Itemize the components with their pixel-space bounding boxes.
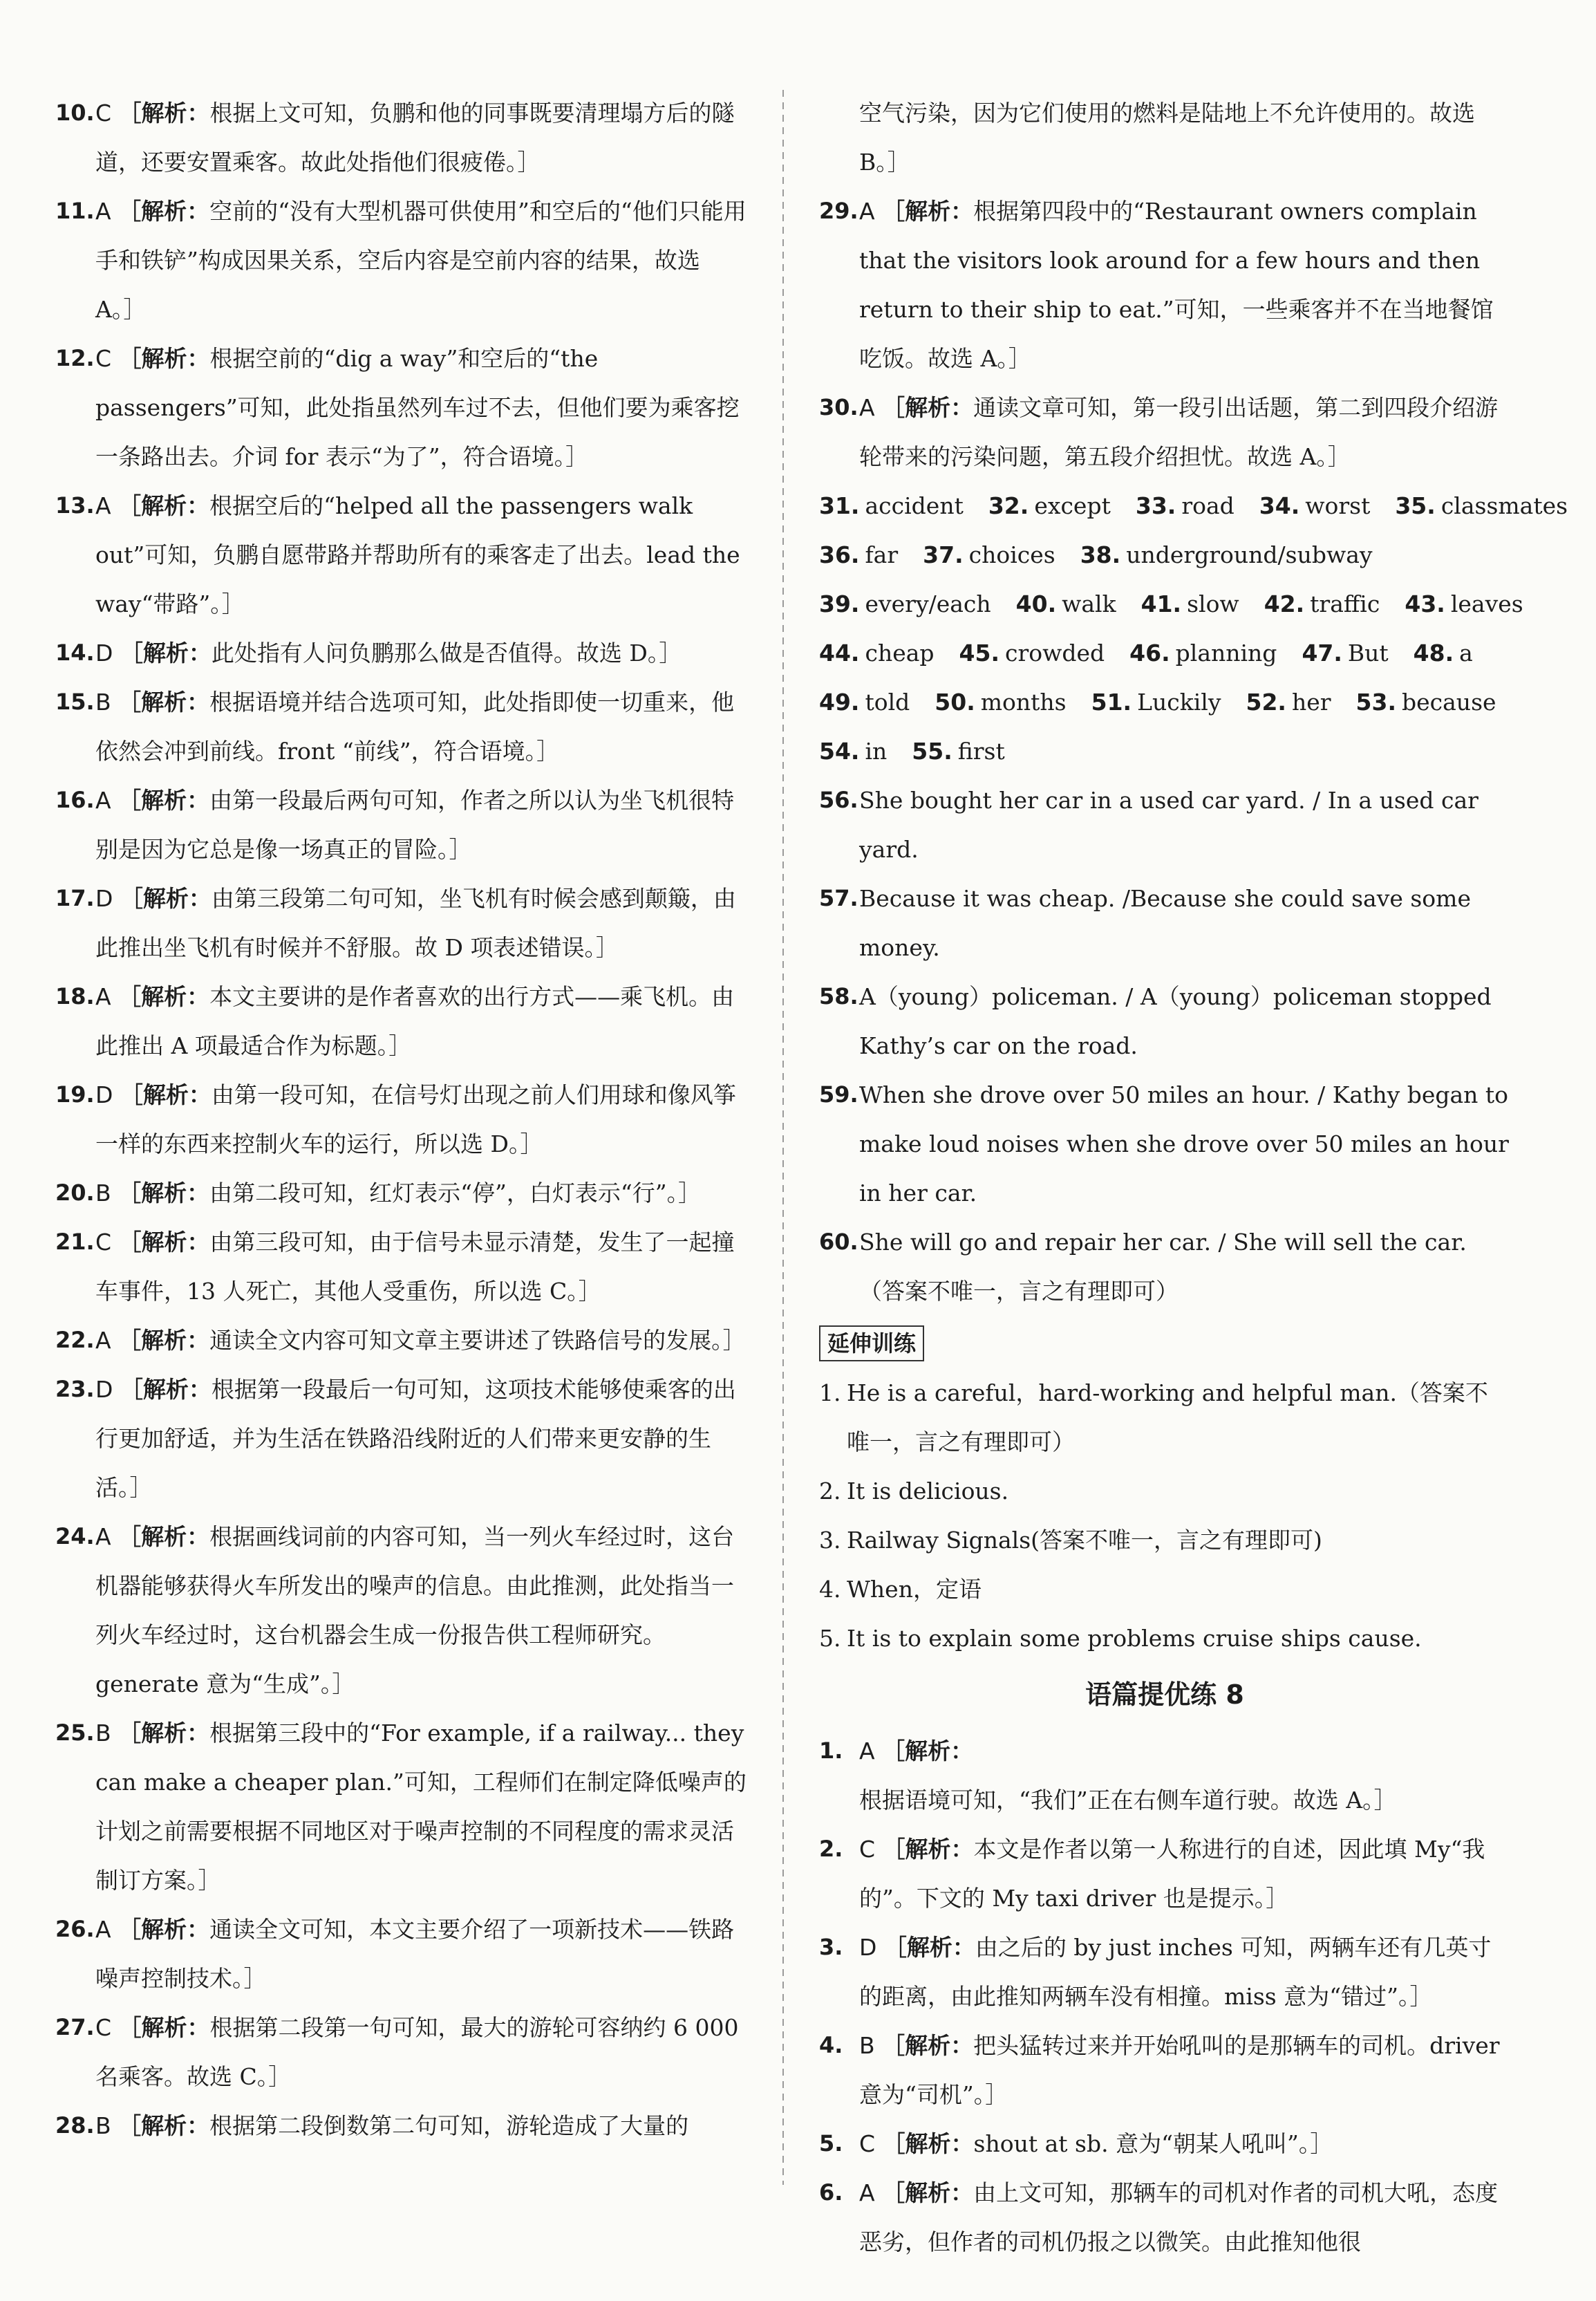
- entry-answer: A: [95, 198, 111, 225]
- continuation-entry: [819, 88, 1510, 187]
- fill-answer: [819, 481, 964, 530]
- entry-answer: B: [95, 689, 111, 716]
- entry-number: 23.: [55, 1376, 95, 1402]
- fill-answer: [1414, 628, 1473, 678]
- entry-number: 22.: [55, 1327, 95, 1353]
- analysis-label: ［解析：: [118, 1229, 210, 1256]
- extension-text: It is to explain some problems cruise ships cause.: [847, 1625, 1422, 1652]
- fill-answer-number: 31.: [819, 492, 860, 519]
- fill-answer-number: 38.: [1080, 541, 1121, 568]
- extension-number: 4.: [819, 1576, 841, 1603]
- extension-item: [819, 1368, 1510, 1466]
- extension-list: [819, 1368, 1510, 1663]
- analysis-label: ［解析：: [882, 1836, 974, 1863]
- answer-entry: [55, 2003, 747, 2101]
- entry-explanation: 由第三段第二句可知，坐飞机有时候会感到颠簸，由此推出坐飞机有时候并不舒服。故 D 项表述错误。］: [95, 885, 736, 961]
- answer-entry: [55, 972, 747, 1070]
- answer-entry: [55, 334, 747, 481]
- entry-number: 24.: [55, 1523, 95, 1549]
- entry-answer: A: [859, 2179, 875, 2206]
- entry-answer: C: [859, 2130, 876, 2157]
- entry-explanation: 根据语境可知，“我们”正在右侧车道行驶。故选 A。］: [859, 1787, 1397, 1814]
- fill-answer: [1141, 579, 1239, 628]
- analysis-label: ［解析：: [118, 2112, 210, 2139]
- entry-explanation: 把头猛转过来并开始吼叫的是那辆车的司机。driver 意为“司机”。］: [859, 2032, 1500, 2108]
- analysis-label: ［解析：: [118, 100, 210, 127]
- fill-answer-word: because: [1402, 689, 1496, 716]
- entry-answer: B: [95, 1180, 111, 1207]
- answer-entry: [819, 1923, 1510, 2021]
- fill-in-answers: [819, 481, 1568, 776]
- entry-explanation: 根据第四段中的“Restaurant owners complain that the visitors look around for a few hours and then return to their ship to eat.”可知，一些乘客并不在当地餐馆吃饭。故选 A。］: [859, 198, 1494, 372]
- analysis-label: ［解析：: [120, 1376, 212, 1403]
- entry-explanation: 根据画线词前的内容可知，当一列火车经过时，这台机器能够获得火车所发出的噪声的信息。由此推测，此处指当一列火车经过时，这台机器会生成一份报告供工程师研究。generate 意为“生成”。］: [95, 1523, 735, 1697]
- short-answer-entry: [819, 1218, 1510, 1316]
- entry-explanation: 根据第二段第一句可知，最大的游轮可容纳约 6 000 名乘客。故选 C。］: [95, 2014, 739, 2090]
- entry-number: 2.: [819, 1836, 843, 1862]
- fill-answer-word: slow: [1187, 590, 1239, 617]
- entry-answer: B: [95, 2112, 111, 2139]
- entry-answer: A: [859, 394, 875, 421]
- entry-explanation: 通读文章可知，第一段引出话题，第二到四段介绍游轮带来的污染问题，第五段介绍担忧。故选 A。］: [859, 394, 1499, 470]
- entry-number: 18.: [55, 983, 95, 1009]
- analysis-label: ［解析：: [118, 345, 210, 372]
- fill-answer-word: worst: [1305, 492, 1371, 519]
- fill-answer-number: 55.: [912, 738, 952, 765]
- entry-explanation: 根据空前的“dig a way”和空后的“the passengers”可知，此处指虽然列车过不去，但他们要为乘客挖一条路出去。介词 for 表示“为了”，符合语境。］: [95, 345, 740, 470]
- entry-explanation: 通读全文可知，本文主要介绍了一项新技术——铁路噪声控制技术。］: [95, 1916, 735, 1992]
- analysis-label: ［解析：: [118, 2014, 210, 2041]
- short-answer-text: She bought her car in a used car yard. / In a used car yard.: [859, 787, 1478, 863]
- extension-number: 2.: [819, 1478, 841, 1504]
- entry-number: 6.: [819, 2179, 843, 2206]
- analysis-label: ［解析：: [882, 1738, 974, 1764]
- answer-entry: [55, 2101, 747, 2150]
- analysis-label: ［解析：: [118, 198, 210, 225]
- short-answer-entry: [819, 972, 1510, 1070]
- entry-explanation: 本文是作者以第一人称进行的自述，因此填 My“我的”。下文的 My taxi driver 也是提示。］: [859, 1836, 1485, 1912]
- fill-answer: [1080, 530, 1373, 579]
- fill-answer: [1091, 678, 1221, 727]
- fill-answer: [1395, 481, 1568, 530]
- fill-answer: [1246, 678, 1331, 727]
- fill-answer-word: far: [865, 541, 899, 568]
- analysis-label: ［解析：: [882, 198, 974, 225]
- fill-answer-row: [819, 678, 1510, 727]
- analysis-label: ［解析：: [882, 394, 974, 421]
- fill-answer-word: accident: [865, 492, 964, 519]
- fill-answer-row: [819, 727, 1510, 776]
- entry-answer: D: [95, 885, 113, 912]
- entry-number: 13.: [55, 492, 95, 519]
- fill-answer-word: Luckily: [1137, 689, 1221, 716]
- fill-answer: [819, 530, 898, 579]
- entry-explanation: 根据语境并结合选项可知，此处指即使一切重来，他依然会冲到前线。front “前线”，符合语境。］: [95, 689, 735, 765]
- fill-answer-number: 35.: [1395, 492, 1436, 519]
- fill-answer-number: 51.: [1091, 689, 1132, 716]
- entry-explanation: 空前的“没有大型机器可供使用”和空后的“他们只能用手和铁铲”构成因果关系，空后内容是空前内容的结果，故选 A。］: [95, 198, 747, 323]
- fill-answer-number: 45.: [959, 640, 1000, 667]
- entry-explanation: 由第一段可知，在信号灯出现之前人们用球和像风筝一样的东西来控制火车的运行，所以选 D。］: [95, 1081, 736, 1157]
- entry-explanation: 通读全文内容可知文章主要讲述了铁路信号的发展。］: [209, 1327, 746, 1354]
- fill-answer-word: in: [865, 738, 888, 765]
- extension-text: He is a careful，hard-working and helpful man.（答案不唯一，言之有理即可）: [847, 1379, 1488, 1455]
- fill-answer-word: except: [1034, 492, 1111, 519]
- fill-answer-word: every/each: [865, 590, 991, 617]
- entry-explanation: 根据空后的“helped all the passengers walk out”可知，负鹏自愿带路并帮助所有的乘客走了出去。lead the way“带路”。］: [95, 492, 740, 617]
- entry-number: 17.: [55, 885, 95, 911]
- fill-answer-number: 40.: [1015, 590, 1057, 617]
- analysis-label: ［解析：: [118, 787, 210, 814]
- entry-answer: A: [859, 1738, 875, 1764]
- fill-answer: [1405, 579, 1523, 628]
- fill-answer-number: 52.: [1246, 689, 1286, 716]
- analysis-label: ［解析：: [120, 640, 212, 667]
- entry-number: 27.: [55, 2014, 95, 2040]
- fill-answer: [923, 530, 1055, 579]
- fill-answer-word: planning: [1175, 640, 1277, 667]
- answer-entry: [55, 1708, 747, 1905]
- fill-answer-number: 48.: [1413, 640, 1454, 667]
- analysis-label: ［解析：: [118, 689, 210, 716]
- answer-entry: [55, 1365, 747, 1512]
- entry-explanation: 此处指有人问负鹏那么做是否值得。故选 D。］: [211, 640, 682, 667]
- short-answer-list: [819, 776, 1510, 1316]
- fill-answer: [988, 481, 1111, 530]
- extension-item: [819, 1466, 1510, 1516]
- answer-entry: [819, 1825, 1510, 1923]
- extension-item: [819, 1565, 1510, 1614]
- analysis-label: ［解析：: [118, 1720, 210, 1746]
- entry-number: 1.: [819, 1738, 843, 1764]
- answer-entry: [55, 1512, 747, 1708]
- right-entry-list: [819, 187, 1510, 481]
- entry-number: 56.: [819, 787, 858, 813]
- fill-answer-word: leaves: [1450, 590, 1523, 617]
- entry-answer: C: [95, 345, 112, 372]
- entry-explanation: 根据第一段最后一句可知，这项技术能够使乘客的出行更加舒适，并为生活在铁路沿线附近的人们带来更安静的生活。］: [95, 1376, 736, 1501]
- answer-entry: [55, 187, 747, 334]
- fill-answer: [819, 579, 991, 628]
- entry-answer: D: [95, 640, 113, 667]
- entry-answer: C: [95, 100, 112, 127]
- analysis-label: ［解析：: [882, 2179, 974, 2206]
- entry-answer: A: [859, 198, 875, 225]
- entry-answer: C: [95, 2014, 112, 2041]
- entry-explanation: 根据第二段倒数第二句可知，游轮造成了大量的: [209, 2112, 689, 2139]
- entry-number: 29.: [819, 198, 858, 224]
- answer-entry: [55, 874, 747, 972]
- analysis-label: ［解析：: [883, 1934, 975, 1961]
- answer-entry: [55, 1218, 747, 1316]
- entry-answer: C: [95, 1229, 112, 1256]
- fill-answer: [1259, 481, 1371, 530]
- right-column: [819, 88, 1568, 2266]
- entry-number: 60.: [819, 1229, 858, 1255]
- extension-number: 3.: [819, 1527, 841, 1554]
- fill-answer-number: 42.: [1264, 590, 1305, 617]
- fill-answer-number: 32.: [988, 492, 1029, 519]
- entry-answer: A: [95, 1327, 111, 1354]
- entry-number: 5.: [819, 2130, 843, 2156]
- analysis-label: ［解析：: [118, 1327, 210, 1354]
- fill-answer: [959, 628, 1105, 678]
- extension-number: 1.: [819, 1379, 841, 1406]
- short-answer-text: Because it was cheap. /Because she could save some money.: [859, 885, 1471, 961]
- fill-answer-word: traffic: [1310, 590, 1380, 617]
- entry-explanation: 本文主要讲的是作者喜欢的出行方式——乘飞机。由此推出 A 项最适合作为标题。］: [95, 983, 735, 1059]
- fill-answer-number: 41.: [1140, 590, 1182, 617]
- entry-answer: D: [859, 1934, 877, 1961]
- entry-answer: C: [859, 1836, 876, 1863]
- fill-answer-number: 53.: [1355, 689, 1396, 716]
- fill-answer: [1129, 628, 1277, 678]
- entry-number: 19.: [55, 1081, 95, 1108]
- analysis-label: ［解析：: [118, 1916, 210, 1943]
- entry-answer: A: [95, 983, 111, 1010]
- short-answer-entry: [819, 776, 1510, 874]
- entry-answer: A: [95, 787, 111, 814]
- fill-answer: [1264, 579, 1380, 628]
- answer-entry: [55, 481, 747, 628]
- fill-answer-word: choices: [968, 541, 1055, 568]
- entry-number: 20.: [55, 1180, 95, 1206]
- fill-answer-row: [819, 628, 1510, 678]
- answer-entry: [55, 1905, 747, 2003]
- entry-number: 57.: [819, 885, 858, 911]
- fill-answer-word: walk: [1062, 590, 1116, 617]
- fill-answer-number: 33.: [1135, 492, 1176, 519]
- fill-answer: [935, 678, 1066, 727]
- entry-answer: A: [95, 492, 111, 519]
- answer-entry: [819, 2168, 1510, 2266]
- fill-answer-word: crowded: [1005, 640, 1105, 667]
- fill-answer-word: a: [1459, 640, 1473, 667]
- analysis-label: ［解析：: [118, 1523, 210, 1550]
- answer-entry: [55, 1070, 747, 1168]
- analysis-label: ［解析：: [118, 492, 210, 519]
- short-answer-entry: [819, 1070, 1510, 1218]
- short-answer-text: She will go and repair her car. / She will sell the car.（答案不唯一，言之有理即可）: [859, 1229, 1467, 1305]
- answer-entry: [819, 187, 1510, 383]
- analysis-label: ［解析：: [118, 983, 210, 1010]
- section-title: 语篇提优练 8: [1085, 1679, 1244, 1710]
- continuation-text: 空气污染，因为它们使用的燃料是陆地上不允许使用的。故选 B。］: [859, 100, 1475, 176]
- entry-answer: D: [95, 1376, 113, 1403]
- answer-entry: [55, 1316, 747, 1365]
- fill-answer-word: her: [1291, 689, 1331, 716]
- entry-number: 14.: [55, 640, 95, 666]
- fill-answer-number: 44.: [819, 640, 860, 667]
- entry-number: 21.: [55, 1229, 95, 1255]
- fill-answer-number: 43.: [1405, 590, 1445, 617]
- entry-number: 16.: [55, 787, 95, 813]
- answer-entry: [55, 1168, 747, 1218]
- extension-number: 5.: [819, 1625, 841, 1652]
- fill-answer-number: 34.: [1259, 492, 1300, 519]
- fill-answer: [819, 678, 910, 727]
- answer-entry: [819, 2119, 1510, 2168]
- entry-number: 59.: [819, 1081, 858, 1108]
- answer-entry: [55, 88, 747, 187]
- entry-number: 28.: [55, 2112, 95, 2139]
- answer-entry: [55, 628, 747, 678]
- fill-answer-number: 39.: [819, 590, 860, 617]
- entry-explanation: 由第三段可知，由于信号未显示清楚，发生了一起撞车事件，13 人死亡，其他人受重伤，所以选 C。］: [95, 1229, 735, 1305]
- fill-answer: [912, 727, 1004, 776]
- fill-answer: [1136, 481, 1234, 530]
- entry-explanation: 由上文可知，那辆车的司机对作者的司机大吼，态度恶劣，但作者的司机仍报之以微笑。由此推知他很: [859, 2179, 1499, 2255]
- fill-answer: [819, 628, 935, 678]
- fill-answer: [1302, 628, 1388, 678]
- fill-answer-number: 47.: [1302, 640, 1342, 667]
- entry-explanation: 由之后的 by just inches 可知，两辆车还有几英寸的距离，由此推知两辆车没有相撞。miss 意为“错过”。］: [859, 1934, 1492, 2010]
- short-answer-text: When she drove over 50 miles an hour. / Kathy began to make loud noises when she drove over 50 miles an hour in her car.: [859, 1081, 1509, 1207]
- entry-number: 3.: [819, 1934, 843, 1960]
- short-answer-text: A（young）policeman. / A（young）policeman stopped Kathy’s car on the road.: [859, 983, 1492, 1059]
- extension-text: Railway Signals(答案不唯一，言之有理即可): [847, 1527, 1322, 1554]
- extension-label: 延伸训练: [819, 1325, 924, 1361]
- entry-answer: B: [95, 1720, 111, 1746]
- fill-answer-number: 46.: [1129, 640, 1170, 667]
- column-divider: [782, 90, 784, 2185]
- entry-answer: B: [859, 2032, 875, 2059]
- fill-answer-number: 50.: [935, 689, 975, 716]
- fill-answer-number: 54.: [819, 738, 860, 765]
- answer-entry: [55, 678, 747, 776]
- entry-explanation: 根据第三段中的“For example, if a railway... they can make a cheaper plan.”可知，工程师们在制定降低噪声的计划之前需要根据不同地区对于噪声控制的不同程度的需求灵活制订方案。］: [95, 1720, 747, 1894]
- fill-answer-word: cheap: [865, 640, 935, 667]
- analysis-label: ［解析：: [882, 2130, 974, 2157]
- fill-answer-number: 49.: [819, 689, 860, 716]
- entry-explanation: 由第一段最后两句可知，作者之所以认为坐飞机很特别是因为它总是像一场真正的冒险。］: [95, 787, 735, 863]
- entry-answer: A: [95, 1916, 111, 1943]
- extension-text: When，定语: [847, 1576, 982, 1603]
- fill-answer-row: [819, 530, 1510, 579]
- section-entry-list: [819, 1726, 1510, 2266]
- fill-answer-word: classmates: [1440, 492, 1568, 519]
- fill-answer-word: But: [1347, 640, 1389, 667]
- fill-answer: [819, 727, 887, 776]
- answer-entry: [819, 1726, 1510, 1825]
- fill-answer-word: road: [1181, 492, 1234, 519]
- entry-number: 11.: [55, 198, 95, 224]
- entry-number: 25.: [55, 1720, 95, 1746]
- analysis-label: ［解析：: [120, 885, 212, 912]
- fill-answer-number: 36.: [819, 541, 860, 568]
- entry-number: 10.: [55, 100, 95, 126]
- fill-answer-row: [819, 579, 1523, 628]
- extension-item: [819, 1516, 1510, 1565]
- entry-explanation: 根据上文可知，负鹏和他的同事既要清理塌方后的隧道，还要安置乘客。故此处指他们很疲倦。］: [95, 100, 735, 176]
- left-column: [55, 88, 747, 2150]
- short-answer-entry: [819, 874, 1510, 972]
- fill-answer-word: underground/subway: [1126, 541, 1373, 568]
- entry-number: 15.: [55, 689, 95, 715]
- answer-entry: [819, 383, 1510, 481]
- fill-answer-word: first: [957, 738, 1005, 765]
- entry-number: 4.: [819, 2032, 843, 2058]
- entry-number: 58.: [819, 983, 858, 1009]
- fill-answer-row: [819, 481, 1568, 530]
- entry-answer: A: [95, 1523, 111, 1550]
- fill-answer-word: told: [865, 689, 910, 716]
- entry-number: 12.: [55, 345, 95, 371]
- fill-answer-number: 37.: [923, 541, 964, 568]
- entry-answer: D: [95, 1081, 113, 1108]
- analysis-label: ［解析：: [120, 1081, 212, 1108]
- extension-text: It is delicious.: [847, 1478, 1009, 1504]
- fill-answer: [1356, 678, 1496, 727]
- fill-answer-word: months: [980, 689, 1067, 716]
- entry-explanation: shout at sb. 意为“朝某人吼叫”。］: [973, 2130, 1333, 2157]
- left-entry-list: [55, 88, 747, 2150]
- entry-number: 30.: [819, 394, 858, 420]
- extension-item: [819, 1614, 1510, 1663]
- entry-explanation: 由第二段可知，红灯表示“停”，白灯表示“行”。］: [209, 1180, 702, 1207]
- analysis-label: ［解析：: [882, 2032, 974, 2059]
- answer-entry: [55, 776, 747, 874]
- answer-entry: [819, 2021, 1510, 2119]
- analysis-label: ［解析：: [118, 1180, 210, 1207]
- entry-number: 26.: [55, 1916, 95, 1942]
- fill-answer: [1016, 579, 1116, 628]
